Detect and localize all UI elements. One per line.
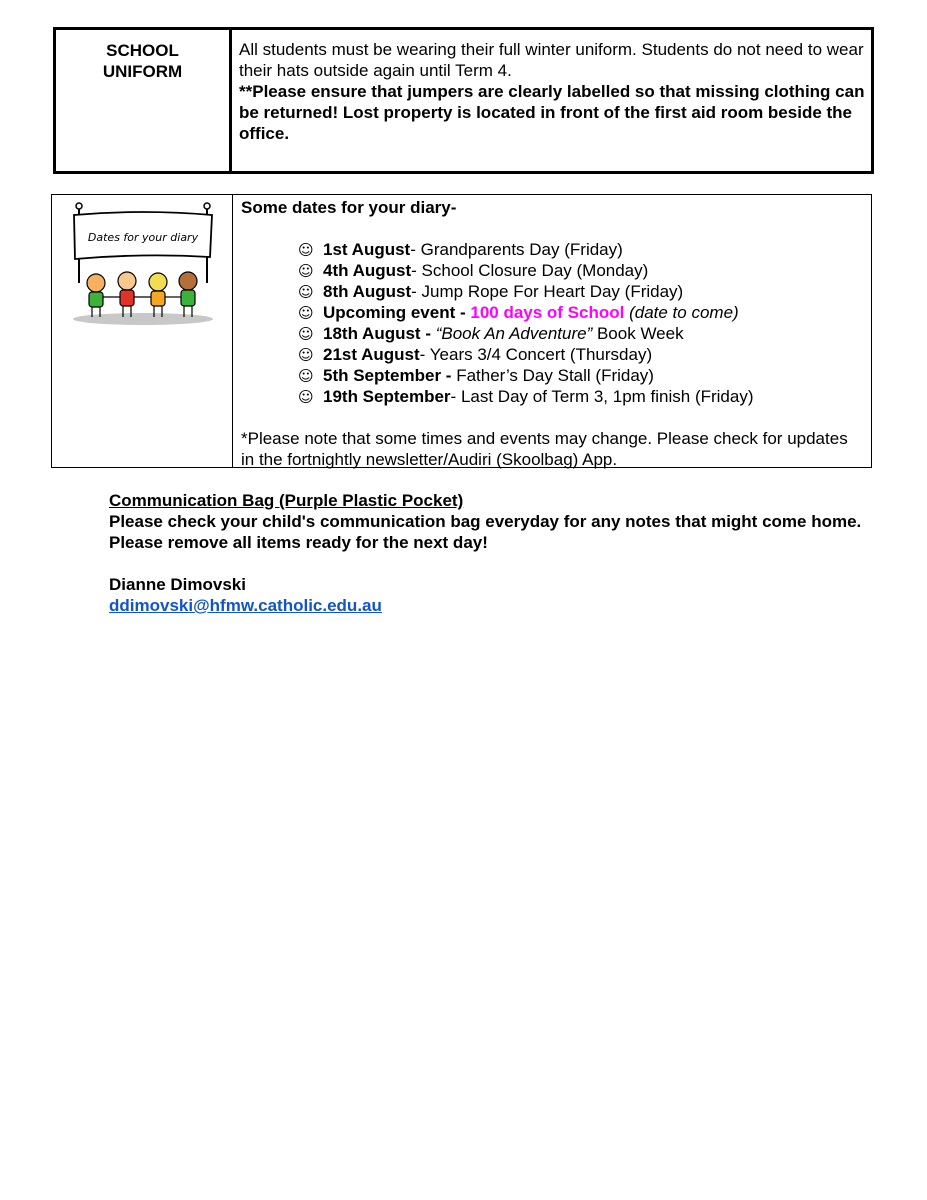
list-item xyxy=(298,323,865,344)
item-description: Years 3/4 Concert (Thursday) xyxy=(429,345,653,364)
diary-footnote: *Please note that some times and events may change. Please check for updates in the fortnightly newsletter/Audiri (Skoolbag) App. xyxy=(241,429,848,469)
diary-content xyxy=(233,195,871,467)
list-item xyxy=(298,281,865,302)
school-uniform-section xyxy=(53,27,874,174)
dates-for-your-diary-illustration xyxy=(70,201,216,327)
list-item xyxy=(298,239,865,260)
communication-title: Communication Bag (Purple Plastic Pocket) xyxy=(109,491,464,510)
item-description: School Closure Day (Monday) xyxy=(421,261,649,280)
item-separator: - xyxy=(450,387,461,406)
item-separator: - xyxy=(410,240,421,259)
item-date: 19th September xyxy=(323,387,451,406)
illustration-banner-text: Dates for your diary xyxy=(87,231,199,244)
communication-bag-section xyxy=(109,490,869,616)
author-name: Dianne Dimovski xyxy=(109,575,246,594)
uniform-notice: **Please ensure that jumpers are clearly labelled so that missing clothing can be returned! Lost property is located in front of the first aid room beside the office. xyxy=(239,82,865,143)
diary-heading: Some dates for your diary- xyxy=(241,198,457,217)
smiley-icon: ☺ xyxy=(298,325,314,343)
diary-date-list xyxy=(298,239,865,407)
item-date: 21st August xyxy=(323,345,420,364)
item-separator: - xyxy=(411,261,422,280)
smiley-icon: ☺ xyxy=(298,262,314,280)
smiley-icon: ☺ xyxy=(298,304,314,322)
uniform-content xyxy=(232,30,871,171)
communication-text: Please check your child's communication bag everyday for any notes that might come home. Please remove all items ready for the next day! xyxy=(109,512,862,552)
diary-image-cell xyxy=(52,195,233,467)
item-date: Upcoming event - xyxy=(323,303,471,322)
uniform-label-line2: UNIFORM xyxy=(102,62,183,81)
diary-dates-section xyxy=(51,194,872,468)
item-italic-title: “Book An Adventure” xyxy=(435,324,593,343)
item-date: 8th August xyxy=(323,282,412,301)
item-description: Book Week xyxy=(592,324,684,343)
uniform-label-line1: SCHOOL xyxy=(106,41,179,60)
item-description: Last Day of Term 3, 1pm finish (Friday) xyxy=(460,387,754,406)
item-date: 5th September - xyxy=(323,366,457,385)
item-note: (date to come) xyxy=(624,303,739,322)
list-item xyxy=(298,386,865,407)
smiley-icon: ☺ xyxy=(298,367,314,385)
list-item xyxy=(298,344,865,365)
smiley-icon: ☺ xyxy=(298,283,314,301)
list-item xyxy=(298,365,865,386)
item-separator: - xyxy=(411,282,422,301)
uniform-label xyxy=(56,30,232,171)
smiley-icon: ☺ xyxy=(298,346,314,364)
item-description: Father’s Day Stall (Friday) xyxy=(456,366,654,385)
list-item xyxy=(298,302,865,323)
item-description: Jump Rope For Heart Day (Friday) xyxy=(421,282,684,301)
item-separator: - xyxy=(419,345,430,364)
item-date: 4th August xyxy=(323,261,412,280)
list-item xyxy=(298,260,865,281)
item-highlight: 100 days of School xyxy=(470,303,625,322)
smiley-icon: ☺ xyxy=(298,388,314,406)
item-date: 18th August - xyxy=(323,324,436,343)
uniform-text: All students must be wearing their full winter uniform. Students do not need to wear their hats outside again until Term 4. xyxy=(239,40,864,80)
item-description: Grandparents Day (Friday) xyxy=(420,240,623,259)
item-date: 1st August xyxy=(323,240,411,259)
email-link[interactable]: ddimovski@hfmw.catholic.edu.au xyxy=(109,596,382,615)
smiley-icon: ☺ xyxy=(298,241,314,259)
